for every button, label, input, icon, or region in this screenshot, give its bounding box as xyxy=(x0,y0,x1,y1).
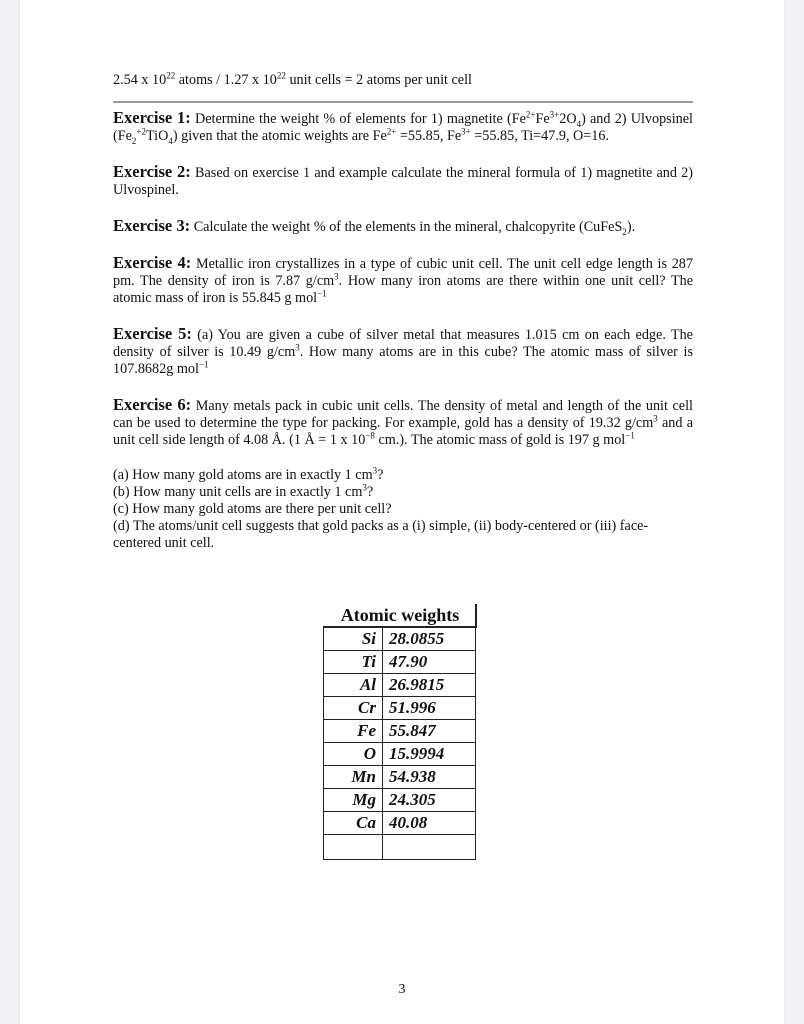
exercise-6: Exercise 6: Many metals pack in cubic unit cells. The density of metal and length of the unit cell can be used to determine the type for packing. For example, gold has a density of 19.32 $g/cm^3$ and a unit cell side length of 4.08 Å. (1 Å = 1 x $10^{-8}$ cm.). The atomic mass of gold is 197 g mol$^{-1}$ xyxy=(113,395,693,448)
exercise-5: Exercise 5: (a) You are given a cube of silver metal that measures 1.015 cm on each edge. The density of silver is 10.49 $g/cm^3$. How many atoms are in this cube? The atomic mass of silver is 107.8682g mol$^{-1}$ xyxy=(113,324,693,377)
atomic-weight: 26.9815 xyxy=(383,674,476,697)
empty-cell xyxy=(324,835,383,860)
table-row xyxy=(324,789,476,812)
calculation-line: 2.54 x $10^{22}$ atoms / 1.27 x $10^{22}$ unit cells = 2 atoms per unit cell xyxy=(113,70,472,88)
element-symbol: Ti xyxy=(324,651,383,674)
table-row xyxy=(324,651,476,674)
element-symbol: Al xyxy=(324,674,383,697)
horizontal-rule xyxy=(113,101,693,103)
atomic-weight: 24.305 xyxy=(383,789,476,812)
question-c: (c) How many gold atoms are there per unit cell? xyxy=(113,501,392,517)
question-d: (d) The atoms/unit cell suggests that gold packs as a (i) simple, (ii) body-centered or (iii) face-centered unit cell. xyxy=(113,518,649,551)
table-row xyxy=(324,766,476,789)
atomic-weight: 28.0855 xyxy=(383,627,476,651)
table-row-empty xyxy=(324,835,476,860)
table-header: Atomic weights xyxy=(324,604,476,627)
element-symbol: Mg xyxy=(324,789,383,812)
atomic-weight: 40.08 xyxy=(383,812,476,835)
exercise-1: Exercise 1: Determine the weight % of elements for 1) magnetite $(Fe^{2+}Fe^{3+}2O_4)$ and 2) Ulvopsinel $(Fe_2^{+2}TiO_4)$ given that the atomic weights are $Fe^{2+} =55.85$, $Fe^{3+} =55.85$, Ti=47.9, O=16. xyxy=(113,108,693,146)
element-symbol: Ca xyxy=(324,812,383,835)
atomic-weight: 51.996 xyxy=(383,697,476,720)
table-row xyxy=(324,697,476,720)
table-row xyxy=(324,674,476,697)
table-row xyxy=(324,743,476,766)
atomic-weight: 15.9994 xyxy=(383,743,476,766)
element-symbol: O xyxy=(324,743,383,766)
question-b: (b) How many unit cells are in exactly 1 $cm^3$? xyxy=(113,482,374,500)
atomic-weight: 55.847 xyxy=(383,720,476,743)
element-symbol: Cr xyxy=(324,697,383,720)
exercise-3: Exercise 3: Calculate the weight % of the elements in the mineral, chalcopyrite (CuFeS$_2$). xyxy=(113,216,636,237)
table-row xyxy=(324,627,476,651)
page-number: 3 xyxy=(398,982,406,997)
question-list xyxy=(113,467,693,552)
table-row xyxy=(324,720,476,743)
atomic-weight: 54.938 xyxy=(383,766,476,789)
atomic-weight: 47.90 xyxy=(383,651,476,674)
element-symbol: Si xyxy=(324,627,383,651)
table-row xyxy=(324,812,476,835)
element-symbol: Mn xyxy=(324,766,383,789)
element-symbol: Fe xyxy=(324,720,383,743)
atomic-weights-table xyxy=(323,604,477,860)
question-a: (a) How many gold atoms are in exactly 1 $cm^3$? xyxy=(113,465,384,483)
page-content xyxy=(113,72,693,552)
exercise-2: Exercise 2: Based on exercise 1 and example calculate the mineral formula of 1) magnetite and 2) Ulvospinel. xyxy=(113,162,693,198)
empty-cell xyxy=(383,835,476,860)
exercise-4: Exercise 4: Metallic iron crystallizes in a type of cubic unit cell. The unit cell edge length is 287 pm. The density of iron is 7.87 $g/cm^3$. How many iron atoms are there within one unit cell? The atomic mass of iron is 55.845 g mol$^{-1}$ xyxy=(113,253,693,306)
document-page xyxy=(20,0,784,1024)
